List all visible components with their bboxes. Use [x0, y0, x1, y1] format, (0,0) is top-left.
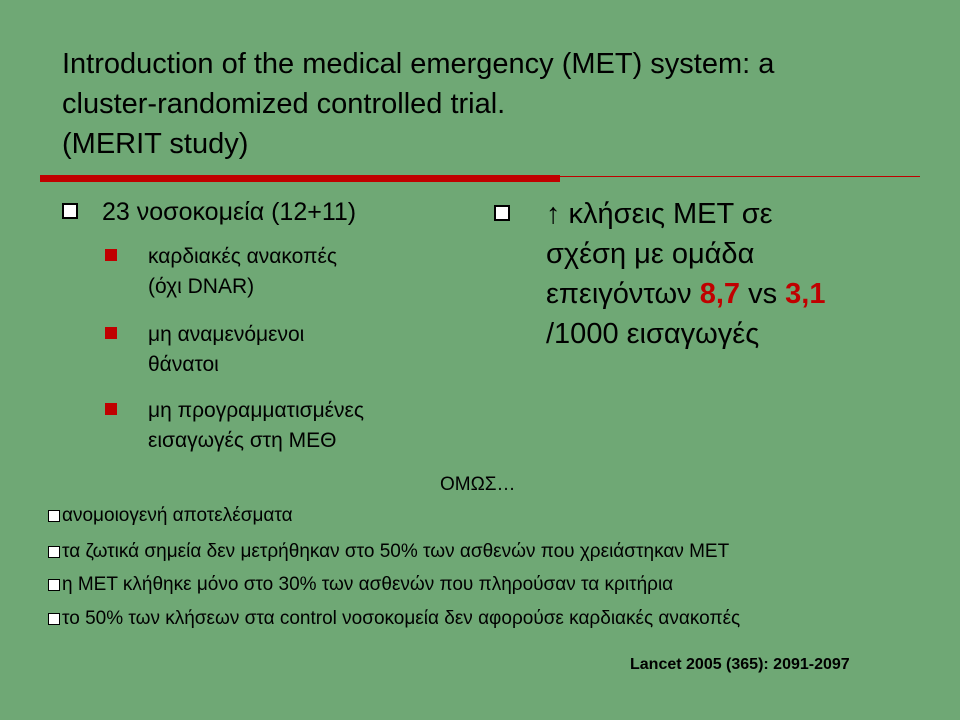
result-line-1: ↑ κλήσεις ΜΕΤ σε [546, 198, 773, 230]
title-line-3: (MERIT study) [62, 128, 249, 160]
title-line-2: cluster-randomized controlled trial. [62, 88, 506, 120]
however-label: ΟΜΩΣ… [440, 474, 516, 495]
sub-item-2-line-2: θάνατοι [148, 353, 219, 376]
citation: Lancet 2005 (365): 2091-2097 [630, 656, 850, 673]
value-b: 3,1 [785, 278, 826, 310]
result-line-4: /1000 εισαγωγές [546, 318, 760, 350]
value-a: 8,7 [699, 278, 741, 310]
hollow-square-bullet-icon [48, 579, 60, 591]
hollow-square-bullet-icon [48, 613, 60, 625]
result-line-3-text: επειγόντων [546, 278, 700, 310]
hollow-square-bullet-icon [494, 205, 510, 221]
sub-item-unexpected-deaths [148, 320, 304, 380]
sub-item-icu-admissions [148, 396, 364, 456]
hollow-square-bullet-icon [48, 546, 60, 558]
hospitals-count-item: 23 νοσοκομεία (12+11) [102, 198, 357, 226]
sub-item-2-line-1: μη αναμενόμενοι [148, 323, 305, 346]
hollow-square-bullet-icon [62, 203, 78, 219]
finding-control-hospitals: το 50% των κλήσεων στα control νοσοκομεία δεν αφορούσε καρδιακές ανακοπές [62, 608, 741, 629]
title-line-1: Introduction of the medical emergency (MET) system: a [62, 48, 775, 80]
title-underline-thin [560, 176, 920, 177]
finding-heterogeneous-results: ανομοιογενή αποτελέσματα [62, 505, 293, 526]
vs-text: vs [740, 278, 786, 310]
red-square-bullet-icon [105, 249, 117, 261]
sub-item-3-line-1: μη προγραμματισμένες [148, 399, 365, 422]
finding-vital-signs: τα ζωτικά σημεία δεν μετρήθηκαν στο 50% των ασθενών που χρειάστηκαν ΜΕΤ [62, 541, 730, 562]
result-line-2: σχέση με ομάδα [546, 238, 755, 270]
hollow-square-bullet-icon [48, 510, 60, 522]
result-line-3 [546, 278, 825, 310]
sub-item-cardiac-arrests [148, 242, 337, 302]
sub-item-1-line-2: (όχι DNAR) [148, 275, 255, 298]
met-calls-result [546, 194, 825, 354]
red-square-bullet-icon [105, 327, 117, 339]
title-underline-thick [40, 175, 560, 182]
sub-item-1-line-1: καρδιακές ανακοπές [148, 245, 338, 268]
sub-item-3-line-2: εισαγωγές στη ΜΕΘ [148, 429, 337, 452]
finding-met-called: η ΜΕΤ κλήθηκε μόνο στο 30% των ασθενών που πληρούσαν τα κριτήρια [62, 574, 674, 595]
slide-title [62, 44, 922, 164]
red-square-bullet-icon [105, 403, 117, 415]
